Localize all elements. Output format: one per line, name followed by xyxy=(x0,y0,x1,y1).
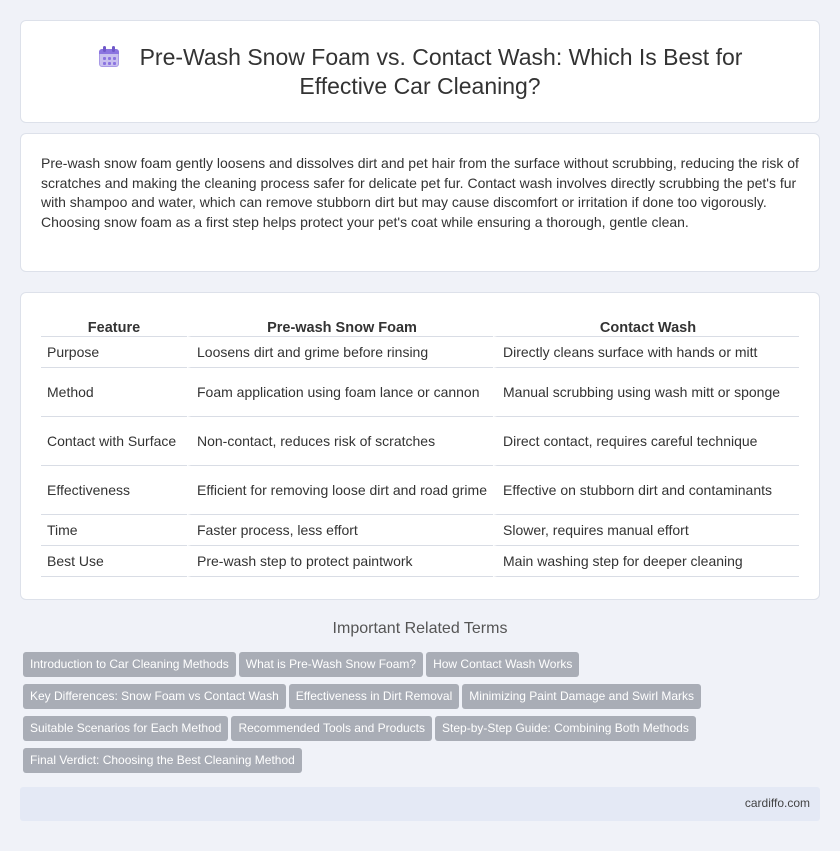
header-snow-foam: Pre-wash Snow Foam xyxy=(187,317,493,337)
header-feature: Feature xyxy=(41,317,187,337)
related-tag[interactable]: Introduction to Car Cleaning Methods xyxy=(23,652,236,677)
table-cell: Pre-wash step to protect paintwork xyxy=(187,546,493,577)
table-cell: Directly cleans surface with hands or mitt xyxy=(493,337,799,368)
table-cell: Method xyxy=(41,368,187,417)
related-tags xyxy=(23,652,743,780)
table-cell: Slower, requires manual effort xyxy=(493,515,799,546)
table-row xyxy=(41,515,799,546)
table-cell: Purpose xyxy=(41,337,187,368)
table-cell: Best Use xyxy=(41,546,187,577)
comparison-card xyxy=(20,292,820,600)
related-tag[interactable]: Step-by-Step Guide: Combining Both Methods xyxy=(435,716,696,741)
title-card xyxy=(20,20,820,123)
table-cell: Contact with Surface xyxy=(41,417,187,466)
related-tag[interactable]: Recommended Tools and Products xyxy=(231,716,432,741)
table-row xyxy=(41,368,799,417)
table-row xyxy=(41,337,799,368)
table-cell: Effective on stubborn dirt and contaminants xyxy=(493,466,799,515)
footer xyxy=(20,787,820,821)
table-cell: Main washing step for deeper cleaning xyxy=(493,546,799,577)
table-header-row xyxy=(41,317,799,337)
page-title: Pre-Wash Snow Foam vs. Contact Wash: Which Is Best for Effective Car Cleaning? xyxy=(139,44,743,99)
related-tag[interactable]: Key Differences: Snow Foam vs Contact Wash xyxy=(23,684,286,709)
related-tag[interactable]: Final Verdict: Choosing the Best Cleaning Method xyxy=(23,748,302,773)
table-row xyxy=(41,546,799,577)
table-cell: Faster process, less effort xyxy=(187,515,493,546)
table-cell: Effectiveness xyxy=(41,466,187,515)
table-cell: Loosens dirt and grime before rinsing xyxy=(187,337,493,368)
table-cell: Direct contact, requires careful technique xyxy=(493,417,799,466)
footer-site[interactable]: cardiffo.com xyxy=(744,796,810,810)
calendar-icon xyxy=(98,46,120,68)
intro-card xyxy=(20,133,820,272)
table-cell: Efficient for removing loose dirt and road grime xyxy=(187,466,493,515)
related-tag[interactable]: Minimizing Paint Damage and Swirl Marks xyxy=(462,684,701,709)
related-tag[interactable]: Effectiveness in Dirt Removal xyxy=(289,684,460,709)
table-cell: Foam application using foam lance or cannon xyxy=(187,368,493,417)
table-row xyxy=(41,466,799,515)
header-contact-wash: Contact Wash xyxy=(493,317,799,337)
comparison-table xyxy=(41,317,799,577)
related-tag[interactable]: What is Pre-Wash Snow Foam? xyxy=(239,652,423,677)
page-title-wrap xyxy=(81,43,759,101)
related-tag[interactable]: How Contact Wash Works xyxy=(426,652,579,677)
related-terms-title: Important Related Terms xyxy=(332,620,508,637)
table-cell: Manual scrubbing using wash mitt or sponge xyxy=(493,368,799,417)
table-cell: Time xyxy=(41,515,187,546)
related-tag[interactable]: Suitable Scenarios for Each Method xyxy=(23,716,228,741)
table-cell: Non-contact, reduces risk of scratches xyxy=(187,417,493,466)
intro-paragraph: Pre-wash snow foam gently loosens and dissolves dirt and pet hair from the surface without scrubbing, reducing the risk of scratches and making the cleaning process safer for delicate pet fur. Contact wash involves directly scrubbing the pet's fur with shampoo and water, which can remove stubborn dirt but may cause discomfort or irritation if done too vigorously. Choosing snow foam as a first step helps protect your pet's coat while ensuring a thorough, gentle clean. xyxy=(41,155,799,230)
table-row xyxy=(41,417,799,466)
